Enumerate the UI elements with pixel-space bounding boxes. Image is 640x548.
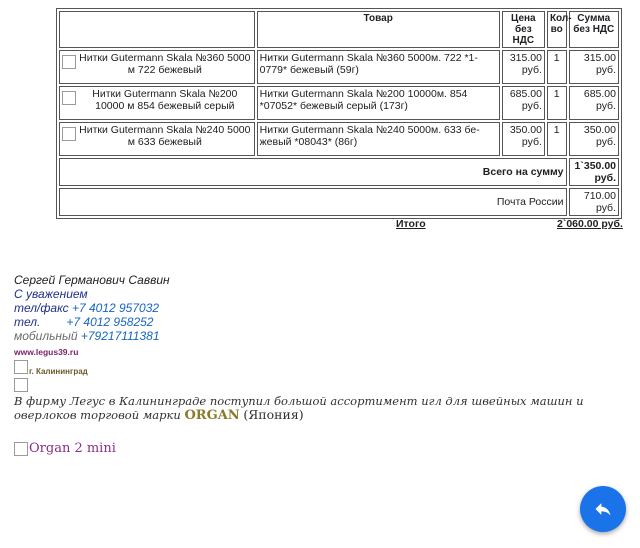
table-row bbox=[59, 50, 619, 84]
table-row bbox=[59, 86, 619, 120]
product-sum: 315.00 руб. bbox=[569, 50, 620, 84]
image-caption: Нитки Gutermann Skala №360 5000 м 722 бежевый bbox=[79, 52, 251, 76]
broken-image-icon bbox=[62, 91, 76, 105]
product-image-cell[interactable] bbox=[59, 86, 255, 120]
phone-label: тел. bbox=[14, 315, 41, 329]
total-value: 1`350.00 руб. bbox=[569, 158, 620, 186]
order-table bbox=[56, 8, 622, 219]
reply-icon bbox=[593, 499, 613, 519]
shipping-value: 710.00 руб. bbox=[569, 188, 620, 216]
broken-image-icon bbox=[62, 55, 76, 69]
model-link[interactable]: Organ 2 mini bbox=[29, 441, 116, 457]
product-name: Нитки Gutermann Skala №200 10000м. 854 *07052* бежевый серый (173г) bbox=[257, 86, 500, 120]
broken-image-icon bbox=[14, 360, 28, 374]
product-sum: 685.00 руб. bbox=[569, 86, 620, 120]
product-price: 685.00 руб. bbox=[502, 86, 545, 120]
promo-body: В фирму Легус в Калининграде поступил большой ассортимент игл для швейных машин и оверлоков торговой марки bbox=[14, 394, 584, 422]
broken-image-icon bbox=[14, 378, 28, 392]
image-caption: Нитки Gutermann Skala №200 10000 м 854 бежевый серый bbox=[92, 88, 238, 112]
mobile-label: мобильный bbox=[14, 329, 78, 343]
signature-name: Сергей Германович Саввин bbox=[14, 273, 170, 287]
model-row bbox=[14, 440, 116, 458]
product-name: Нитки Gutermann Skala №240 5000м. 633 бе-жевый *08043* (86г) bbox=[257, 122, 500, 156]
product-qty: 1 bbox=[547, 86, 567, 120]
shipping-label: Почта России bbox=[59, 188, 567, 216]
total-row bbox=[59, 158, 619, 186]
product-price: 315.00 руб. bbox=[502, 50, 545, 84]
product-name: Нитки Gutermann Skala №360 5000м. 722 *1-0779* бежевый (59г) bbox=[257, 50, 500, 84]
product-image-cell[interactable] bbox=[59, 50, 255, 84]
product-qty: 1 bbox=[547, 50, 567, 84]
mobile-number-link[interactable]: +79217111381 bbox=[80, 329, 160, 343]
city-row bbox=[14, 358, 88, 376]
product-qty: 1 bbox=[547, 122, 567, 156]
phone-number-link[interactable]: +7 4012 958252 bbox=[66, 315, 154, 329]
reply-button[interactable] bbox=[580, 486, 626, 532]
image-caption: Нитки Gutermann Skala №240 5000 м 633 бежевый bbox=[79, 124, 251, 148]
total-label: Всего на сумму bbox=[59, 158, 567, 186]
city-label: г. Калининград bbox=[29, 367, 88, 376]
header-image bbox=[59, 11, 255, 48]
header-product: Товар bbox=[257, 11, 500, 48]
product-sum: 350.00 руб. bbox=[569, 122, 620, 156]
broken-image-icon bbox=[62, 127, 76, 141]
broken-image-icon bbox=[14, 442, 28, 456]
header-price: Цена без НДС bbox=[502, 11, 545, 48]
promo-text bbox=[14, 394, 640, 423]
promo-country: (Япония) bbox=[243, 407, 304, 422]
shipping-row bbox=[59, 188, 619, 216]
grand-total-value: 2`060.00 руб. bbox=[557, 218, 623, 230]
header-sum: Сумма без НДС bbox=[569, 11, 620, 48]
website-link[interactable]: www.legus39.ru bbox=[14, 347, 79, 357]
mobile-line bbox=[14, 329, 160, 343]
table-header-row bbox=[59, 11, 619, 48]
fax-label: тел/факс bbox=[14, 301, 69, 315]
grand-total-label: Итого bbox=[396, 218, 426, 230]
signature-regards: С уважением bbox=[14, 287, 88, 301]
product-price: 350.00 руб. bbox=[502, 122, 545, 156]
image-placeholder bbox=[14, 376, 28, 394]
promo-brand: ORGAN bbox=[184, 408, 240, 423]
header-qty: Кол-во bbox=[547, 11, 567, 48]
fax-line bbox=[14, 301, 159, 315]
product-image-cell[interactable] bbox=[59, 122, 255, 156]
phone-line bbox=[14, 315, 153, 329]
fax-number-link[interactable]: +7 4012 957032 bbox=[71, 301, 160, 315]
table-row bbox=[59, 122, 619, 156]
